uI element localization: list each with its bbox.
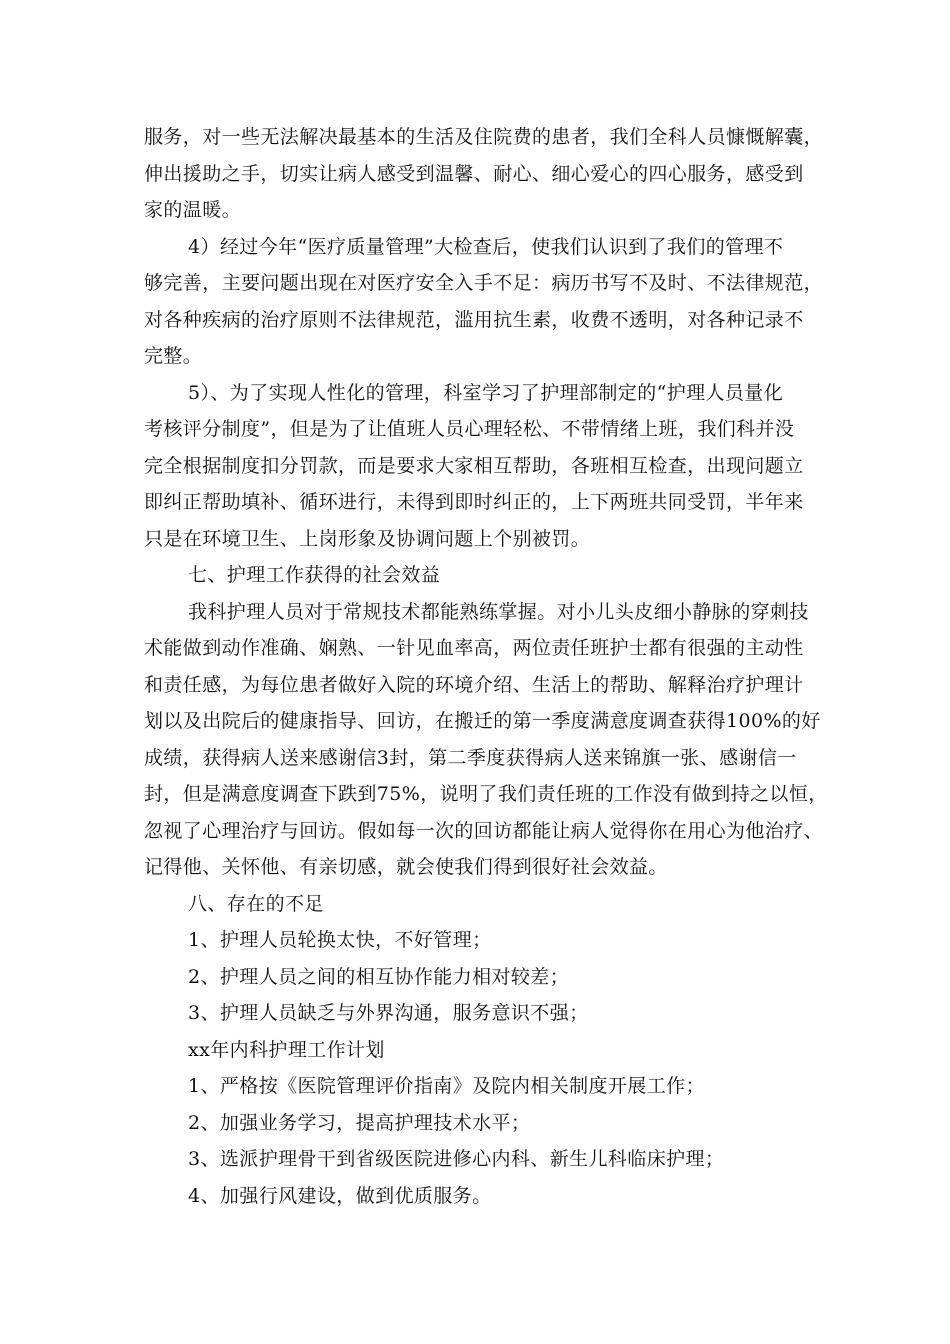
paragraph — [144, 375, 806, 558]
paragraph — [144, 922, 806, 959]
text-line: 只是在环境卫生、上岗形象及协调问题上个别被罚。 — [144, 527, 591, 550]
text-line: 对各种疾病的治疗原则不法律规范，滥用抗生素，收费不透明，对各种记录不 — [144, 308, 804, 331]
text-line: 封，但是满意度调查下跌到75%，说明了我们责任班的工作没有做到持之以恒， — [144, 783, 828, 805]
text-line: 七、护理工作获得的社会效益 — [188, 564, 441, 586]
text-line: 2、加强业务学习，提高护理技术水平； — [188, 1111, 531, 1134]
text-line: 忽视了心理治疗与回访。假如每一次的回访都能让病人觉得你在用心为他治疗、 — [144, 819, 824, 842]
text-line: 成绩，获得病人送来感谢信3封，第二季度获得病人送来锦旗一张、感谢信一 — [144, 746, 797, 769]
paragraph — [144, 959, 806, 996]
paragraph — [144, 995, 806, 1032]
paragraph — [144, 1141, 806, 1178]
paragraph — [144, 1105, 806, 1142]
text-line: 和责任感，为每位患者做好入院的环境介绍、生活上的帮助、解释治疗护理计 — [144, 673, 804, 696]
text-line: 够完善，主要问题出现在对医疗安全入手不足：病历书写不及时、不法律规范， — [144, 272, 824, 294]
text-line: 家的温暖。 — [144, 199, 242, 221]
text-line: 即纠正帮助填补、循环进行，未得到即时纠正的，上下两班共同受罚，半年来 — [144, 491, 804, 513]
text-line: 5）、为了实现人性化的管理，科室学习了护理部制定的“护理人员量化 — [188, 381, 784, 404]
paragraph — [144, 229, 824, 375]
paragraph — [144, 886, 806, 923]
text-line: 考核评分制度”，但是为了让值班人员心理轻松、不带情绪上班，我们科并没 — [144, 418, 795, 440]
paragraph — [144, 557, 806, 594]
text-line: 八、存在的不足 — [188, 892, 324, 915]
text-line: 4、加强行风建设，做到优质服务。 — [188, 1184, 492, 1207]
text-line: 3、护理人员缺乏与外界沟通，服务意识不强； — [188, 1002, 589, 1024]
text-line: 1、严格按《医院管理评价指南》及院内相关制度开展工作； — [188, 1075, 705, 1097]
text-line: 划以及出院后的健康指导、回访，在搬迁的第一季度满意度调查获得100%的好 — [144, 710, 821, 732]
text-line: 我科护理人员对于常规技术都能熟练掌握。对小儿头皮细小静脉的穿刺技 — [188, 600, 809, 623]
text-line: 记得他、关怀他、有亲切感，就会使我们得到很好社会效益。 — [144, 856, 668, 878]
paragraph — [144, 594, 828, 886]
text-line: 服务，对一些无法解决最基本的生活及住院费的患者，我们全科人员慷慨解囊， — [144, 126, 824, 148]
text-line: 2、护理人员之间的相互协作能力相对较差； — [188, 965, 570, 988]
text-line: 4）经过今年“医疗质量管理”大检查后，使我们认识到了我们的管理不 — [188, 235, 784, 258]
text-line: 术能做到动作准确、娴熟、一针见血率高，两位责任班护士都有很强的主动性 — [144, 637, 804, 659]
document-body — [144, 119, 828, 1214]
text-line: 完整。 — [144, 345, 203, 367]
paragraph — [144, 1032, 806, 1069]
text-line: xx年内科护理工作计划 — [188, 1038, 385, 1061]
paragraph — [144, 119, 824, 229]
paragraph — [144, 1068, 806, 1105]
text-line: 1、护理人员轮换太快，不好管理； — [188, 929, 492, 951]
paragraph — [144, 1178, 806, 1215]
text-line: 完全根据制度扣分罚款，而是要求大家相互帮助，各班相互检查，出现问题立 — [144, 454, 804, 477]
text-line: 3、选派护理骨干到省级医院进修心内科、新生儿科临床护理； — [188, 1148, 725, 1170]
text-line: 伸出援助之手，切实让病人感受到温馨、耐心、细心爱心的四心服务，感受到 — [144, 162, 804, 185]
